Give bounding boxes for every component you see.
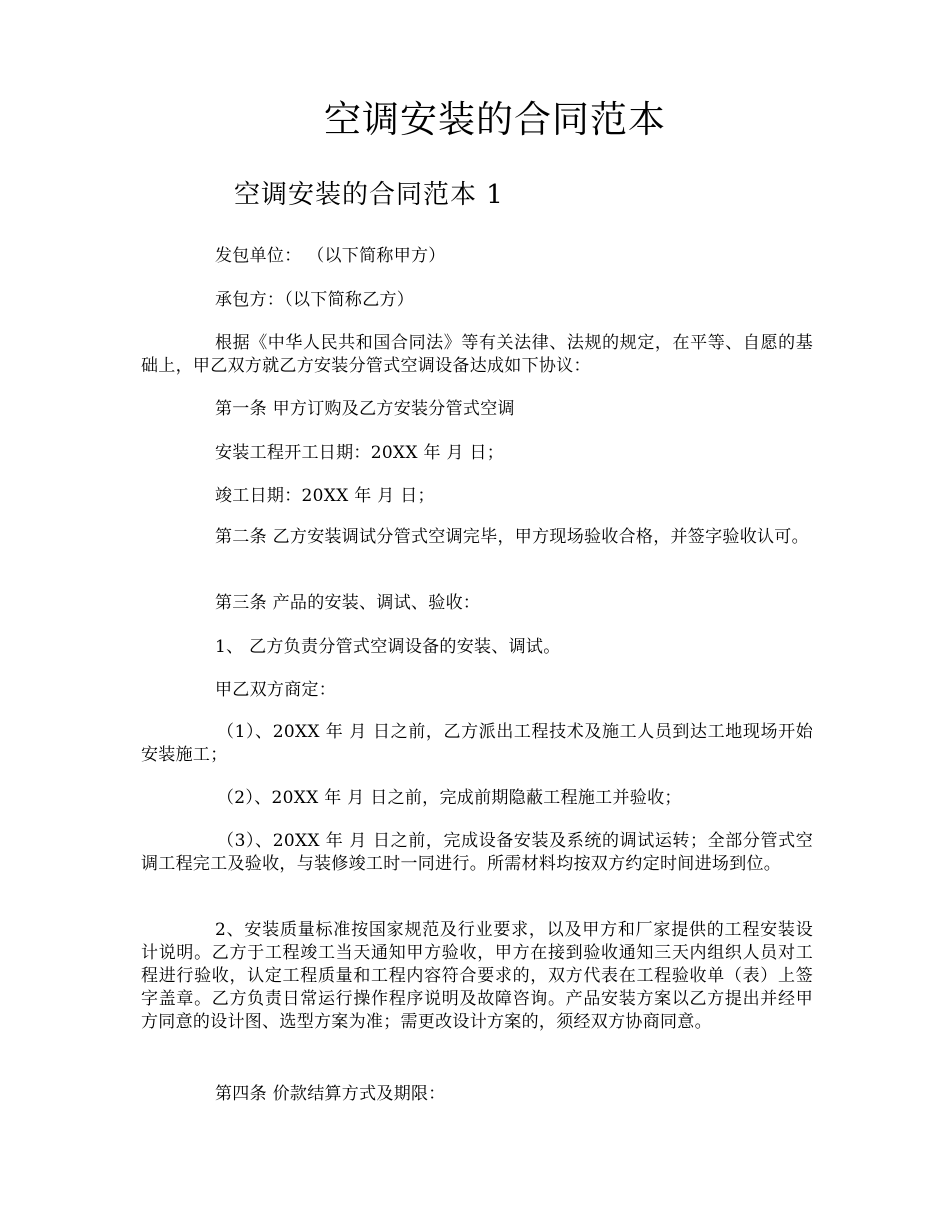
paragraph-contractor: 发包单位： （以下简称甲方） bbox=[215, 246, 446, 266]
paragraph-sub-2: （2）、20XX 年 月 日之前，完成前期隐蔽工程施工并验收； bbox=[217, 788, 682, 808]
document-title: 空调安装的合同范本 bbox=[324, 98, 666, 141]
paragraph-preamble: 根据《中华人民共和国合同法》等有关法律、法规的规定，在平等、自愿的基础上，甲乙双方就乙方安装分管式空调设备达成如下协议： bbox=[141, 333, 813, 376]
paragraph-item-2: 2、安装质量标准按国家规范及行业要求，以及甲方和厂家提供的工程安装设计说明。乙方于工程竣工当天通知甲方验收，甲方在接到验收通知三天内组织人员对工程进行验收，认定工程质量和工程内容符合要求的，双方代表在工程验收单（表）上签字盖章。乙方负责日常运行操作程序说明及故障咨询。产品安装方案以乙方提出并经甲方同意的设计图、选型方案为准；需更改设计方案的，须经双方协商同意。 bbox=[141, 920, 813, 1032]
paragraph-completion-date: 竣工日期：20XX 年 月 日； bbox=[215, 486, 435, 506]
paragraph-start-date: 安装工程开工日期：20XX 年 月 日； bbox=[215, 443, 505, 463]
paragraph-article-4: 第四条 价款结算方式及期限： bbox=[215, 1084, 446, 1104]
paragraph-article-2: 第二条 乙方安装调试分管式空调完毕，甲方现场验收合格，并签字验收认可。 bbox=[215, 527, 809, 547]
paragraph-article-3: 第三条 产品的安装、调试、验收： bbox=[215, 593, 481, 613]
paragraph-sub-3: （3）、20XX 年 月 日之前，完成设备安装及系统的调试运转；全部分管式空调工程完工及验收，与装修竣工时一同进行。所需材料均按双方约定时间进场到位。 bbox=[141, 831, 813, 874]
paragraph-agreed: 甲乙双方商定： bbox=[215, 680, 337, 700]
paragraph-article-1: 第一条 甲方订购及乙方安装分管式空调 bbox=[215, 399, 515, 419]
paragraph-contractee: 承包方：（以下简称乙方） bbox=[215, 290, 415, 310]
paragraph-sub-1: （1）、20XX 年 月 日之前，乙方派出工程技术及施工人员到达工地现场开始安装施工； bbox=[141, 722, 813, 765]
section-heading: 空调安装的合同范本 1 bbox=[234, 180, 504, 210]
paragraph-item-1: 1、 乙方负责分管式空调设备的安装、调试。 bbox=[215, 637, 561, 657]
